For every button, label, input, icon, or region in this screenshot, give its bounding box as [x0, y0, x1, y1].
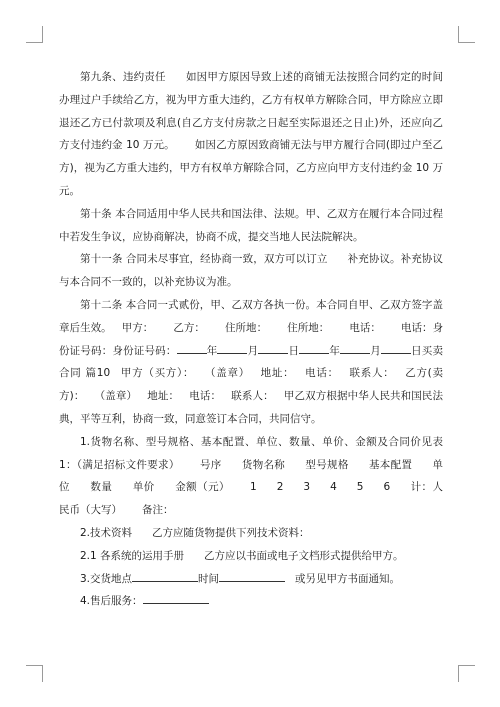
blank-delivery-time: [219, 569, 285, 582]
blank-month-2: [340, 341, 370, 354]
paragraph-manuals: 2.1 各系统的运用手册 乙方应以书面或电子文档形式提供给甲方。: [80, 549, 404, 562]
blank-after-sales: [143, 591, 209, 604]
blank-year-2: [299, 341, 329, 354]
paragraph-article-11: 第十一条 合同未尽事宜，经协商一致，双方可以订立 补充协议。补充协议与本合同不一致的，以补充协议为准。: [59, 253, 443, 289]
blank-day-1: [258, 341, 288, 354]
paragraph-article-12: 第十二条 本合同一式贰份，甲、乙双方各执一份。本合同自甲、乙双方签字盖章后生效。 甲方： 乙方： 住所地： 住所地： 电话： 电话：身份证号码：身份证号码： 年 月 日 年 月 日买卖合同 篇10 甲方（买方）： （盖章） 地址： 电话： 联系人： 乙方(卖方)： （盖章） 地址： 电话： 联系人： 甲乙双方根据中华人民共和国民法典，平等互利，协商一致，同意签订本合同，共同信守。: [59, 298, 444, 425]
crop-mark-top-right: [458, 26, 475, 43]
paragraph-after-sales: 4.售后服务：: [59, 590, 443, 613]
crop-mark-top-left: [26, 26, 43, 43]
paragraph-article-9: 第九条、违约责任 如因甲方原因导致上述的商铺无法按照合同约定的时间办理过户手续给乙方，视为甲方重大违约，乙方有权单方解除合同，甲方除应立即退还乙方已付款项及利息(自乙方支付房款之日起至实际退还之日止)外，还应向乙方支付违约金 10 万元。 如因乙方原因致商铺无法与甲方履行合同(即过户至乙方)，视为乙方重大违约，甲方有权单方解除合同，乙方应向甲方支付违约金 10 万元。: [59, 71, 443, 197]
paragraph-article-10: 第十条 本合同适用中华人民共和国法律、法规。甲、乙双方在履行本合同过程中若发生争议，应协商解决，协商不成，提交当地人民法院解决。: [59, 207, 443, 243]
blank-delivery-place: [132, 569, 198, 582]
paragraph-technical-docs: 2.技术资料 乙方应随货物提供下列技术资料：: [80, 526, 310, 539]
document-body: [59, 66, 443, 613]
blank-year-1: [177, 341, 207, 354]
blank-day-2: [381, 341, 411, 354]
crop-mark-bottom-left: [26, 665, 43, 682]
crop-mark-bottom-right: [458, 665, 475, 682]
blank-month-1: [217, 341, 247, 354]
paragraph-delivery: 3.交货地点 时间 或另见甲方书面通知。: [59, 568, 443, 591]
paragraph-goods-table: 1.货物名称、型号规格、基本配置、单位、数量、单价、金额及合同价见表 1：（满足招标文件要求） 号序 货物名称 型号规格 基本配置 单位 数量 单价 金额（元） 1 2 3 4 5 6 计：人民币（大写） 备注：: [59, 435, 444, 517]
